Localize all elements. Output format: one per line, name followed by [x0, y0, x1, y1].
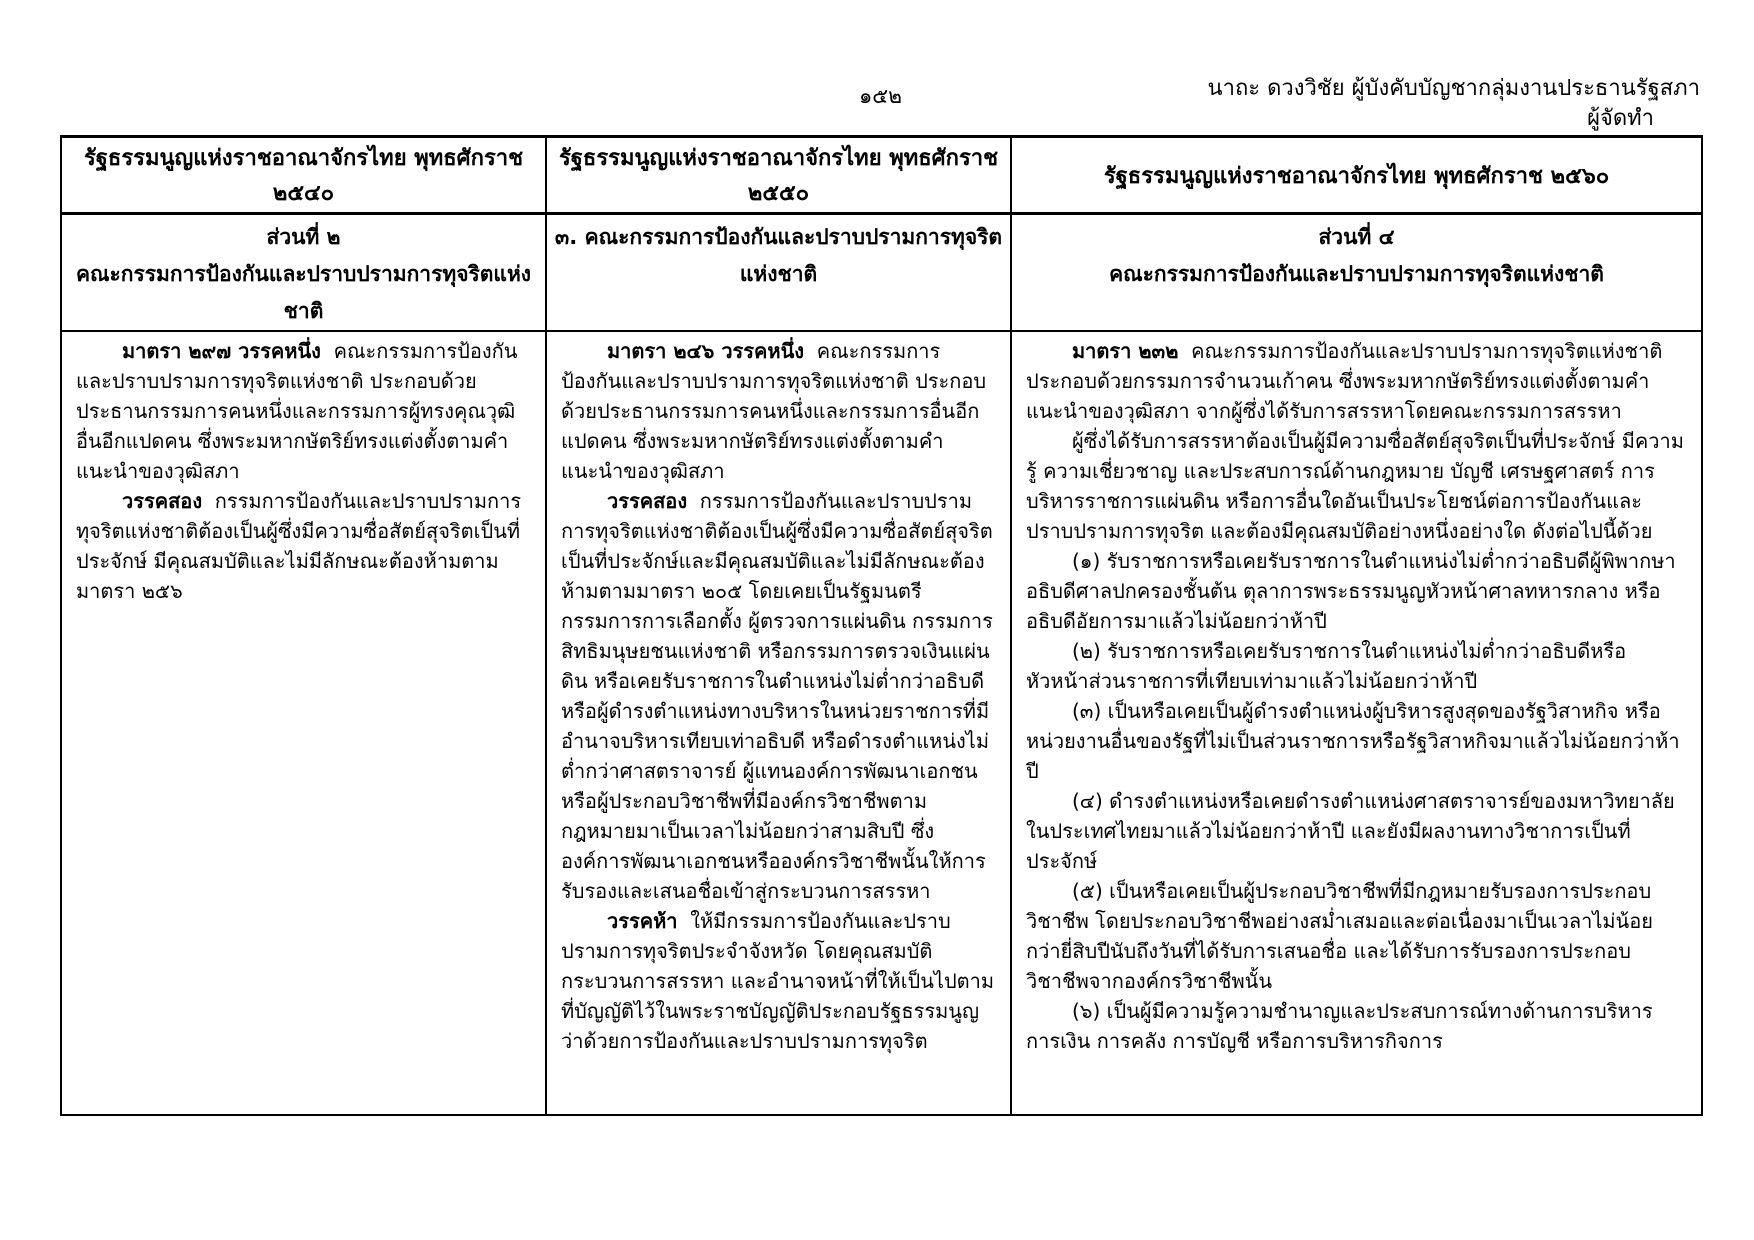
article-paragraph: (๒) รับราชการหรือเคยรับราชการในตำแหน่งไม่ต่ำกว่าอธิบดีหรือหัวหน้าส่วนราชการที่เทียบเท่ามาแล้วไม่น้อยกว่าห้าปี [1026, 639, 1627, 693]
article-paragraph: วรรคห้า ให้มีกรรมการป้องกันและปราบปรามการทุจริตประจำจังหวัด โดยคุณสมบัติ กระบวนการสรรหา และอำนาจหน้าที่ให้เป็นไปตามที่บัญญัติไว้ในพระราชบัญญัติประกอบรัฐธรรมนูญว่าด้วยการป้องกันและปราบปรามการทุจริต [561, 909, 995, 1053]
article-paragraph: มาตรา ๒๔๖ วรรคหนึ่ง คณะกรรมการป้องกันและปราบปรามการทุจริตแห่งชาติ ประกอบด้วยประธานกรรมการคนหนึ่งและกรรมการอื่นอีกแปดคน ซึ่งพระมหากษัตริย์ทรงแต่งตั้งตามคำแนะนำของวุฒิสภา [561, 339, 987, 483]
paragraph-lead: มาตรา ๒๙๗ วรรคหนึ่ง [122, 339, 321, 363]
page-number: ๑๕๒ [858, 84, 903, 108]
article-text-row [61, 331, 1702, 1115]
column-header-2560: รัฐธรรมนูญแห่งราชอาณาจักรไทย พุทธศักราช ๒๕๖๐ [1011, 137, 1702, 214]
article-paragraph: วรรคสอง กรรมการป้องกันและปราบปรามการทุจริตแห่งชาติต้องเป็นผู้ซึ่งมีความซื่อสัตย์สุจริตเป็นที่ประจักษ์ มีคุณสมบัติและไม่มีลักษณะต้องห้ามตามมาตรา ๒๕๖ [76, 489, 522, 603]
article-paragraph: (๕) เป็นหรือเคยเป็นผู้ประกอบวิชาชีพที่มีกฎหมายรับรองการประกอบวิชาชีพ โดยประกอบวิชาชีพอย่างสม่ำเสมอและต่อเนื่องมาเป็นเวลาไม่น้อยกว่ายี่สิบปีนับถึงวันที่ได้รับการเสนอชื่อ และได้รับการรับรองการประกอบวิชาชีพจากองค์กรวิชาชีพนั้น [1026, 879, 1653, 993]
author-line: นาถะ ดวงวิชัย ผู้บังคับบัญชากลุ่มงานประธานรัฐสภา [1207, 76, 1700, 101]
article-text-2560 [1011, 331, 1702, 1115]
article-paragraph: (๖) เป็นผู้มีความรู้ความชำนาญและประสบการณ์ทางด้านการบริหาร การเงิน การคลัง การบัญชี หรือการบริหารกิจการ [1026, 999, 1653, 1053]
author-role: ผู้จัดทำ [1587, 106, 1654, 131]
article-text-2540 [61, 331, 546, 1115]
article-paragraph: ผู้ซึ่งได้รับการสรรหาต้องเป็นผู้มีความซื่อสัตย์สุจริตเป็นที่ประจักษ์ มีความรู้ ความเชี่ยวชาญ และประสบการณ์ด้านกฎหมาย บัญชี เศรษฐศาสตร์ การบริหารราชการแผ่นดิน หรือการอื่นใดอันเป็นประโยชน์ต่อการป้องกันและปราบปรามการทุจริต และต้องมีคุณสมบัติอย่างหนึ่งอย่างใด ดังต่อไปนี้ด้วย [1026, 429, 1684, 543]
paragraph-lead: วรรคสอง [607, 489, 688, 513]
article-paragraph: วรรคสอง กรรมการป้องกันและปราบปรามการทุจริตแห่งชาติต้องเป็นผู้ซึ่งมีความซื่อสัตย์สุจริตเป็นที่ประจักษ์และมีคุณสมบัติและไม่มีลักษณะต้องห้ามตามมาตรา ๒๐๕ โดยเคยเป็นรัฐมนตรี กรรมการการเลือกตั้ง ผู้ตรวจการแผ่นดิน กรรมการสิทธิมนุษยชนแห่งชาติ หรือกรรมการตรวจเงินแผ่นดิน หรือเคยรับราชการในตำแหน่งไม่ต่ำกว่าอธิบดีหรือผู้ดำรงตำแหน่งทางบริหารในหน่วยราชการที่มีอำนาจบริหารเทียบเท่าอธิบดี หรือดำรงตำแหน่งไม่ต่ำกว่าศาสตราจารย์ ผู้แทนองค์การพัฒนาเอกชน หรือผู้ประกอบวิชาชีพที่มีองค์กรวิชาชีพตามกฎหมายมาเป็นเวลาไม่น้อยกว่าสามสิบปี ซึ่งองค์การพัฒนาเอกชนหรือองค์กรวิชาชีพนั้นให้การรับรองและเสนอชื่อเข้าสู่กระบวนการสรรหา [561, 489, 993, 903]
section-title-line: ส่วนที่ ๔ [1318, 225, 1395, 249]
article-text-2550 [546, 331, 1011, 1115]
section-title-line: คณะกรรมการป้องกันและปราบปรามการทุจริตแห่งชาติ [75, 262, 532, 323]
section-title-row [61, 214, 1702, 332]
column-header-2540: รัฐธรรมนูญแห่งราชอาณาจักรไทย พุทธศักราช ๒๕๔๐ [61, 137, 546, 214]
table-header-row [61, 137, 1702, 214]
article-paragraph: (๑) รับราชการหรือเคยรับราชการในตำแหน่งไม่ต่ำกว่าอธิบดีผู้พิพากษา อธิบดีศาลปกครองชั้นต้น ตุลาการพระธรรมนูญหัวหน้าศาลทหารกลาง หรืออธิบดีอัยการมาแล้วไม่น้อยกว่าห้าปี [1026, 549, 1676, 633]
author-block [1208, 74, 1700, 134]
article-paragraph: (๔) ดำรงตำแหน่งหรือเคยดำรงตำแหน่งศาสตราจารย์ของมหาวิทยาลัยในประเทศไทยมาแล้วไม่น้อยกว่าห้าปี และยังมีผลงานทางวิชาการเป็นที่ประจักษ์ [1026, 789, 1675, 873]
section-title-line: คณะกรรมการป้องกันและปราบปรามการทุจริตแห่งชาติ [1109, 262, 1604, 286]
article-paragraph: (๓) เป็นหรือเคยเป็นผู้ดำรงตำแหน่งผู้บริหารสูงสุดของรัฐวิสาหกิจ หรือหน่วยงานอื่นของรัฐที่ไม่เป็นส่วนราชการหรือรัฐวิสาหกิจมาแล้วไม่น้อยกว่าห้าปี [1026, 699, 1680, 783]
section-title-line: ๓. คณะกรรมการป้องกันและปราบปรามการทุจริตแห่งชาติ [554, 225, 1003, 286]
paragraph-lead: วรรคสอง [122, 489, 203, 513]
paragraph-lead: มาตรา ๒๔๖ วรรคหนึ่ง [607, 339, 805, 363]
section-title-line: ส่วนที่ ๒ [266, 225, 341, 249]
column-header-2550: รัฐธรรมนูญแห่งราชอาณาจักรไทย พุทธศักราช ๒๕๕๐ [546, 137, 1011, 214]
paragraph-lead: มาตรา ๒๓๒ [1072, 339, 1179, 363]
paragraph-lead: วรรคห้า [607, 909, 678, 933]
article-paragraph: มาตรา ๒๓๒ คณะกรรมการป้องกันและปราบปรามการทุจริตแห่งชาติ ประกอบด้วยกรรมการจำนวนเก้าคน ซึ่งพระมหากษัตริย์ทรงแต่งตั้งตามคำแนะนำของวุฒิสภา จากผู้ซึ่งได้รับการสรรหาโดยคณะกรรมการสรรหา [1026, 339, 1663, 423]
section-title-2560 [1011, 214, 1702, 332]
section-title-2540 [61, 214, 546, 332]
article-paragraph: มาตรา ๒๙๗ วรรคหนึ่ง คณะกรรมการป้องกันและปราบปรามการทุจริตแห่งชาติ ประกอบด้วยประธานกรรมการคนหนึ่งและกรรมการผู้ทรงคุณวุฒิอื่นอีกแปดคน ซึ่งพระมหากษัตริย์ทรงแต่งตั้งตามคำแนะนำของวุฒิสภา [76, 339, 518, 483]
section-title-2550 [546, 214, 1011, 332]
constitution-comparison-table [60, 135, 1703, 1116]
